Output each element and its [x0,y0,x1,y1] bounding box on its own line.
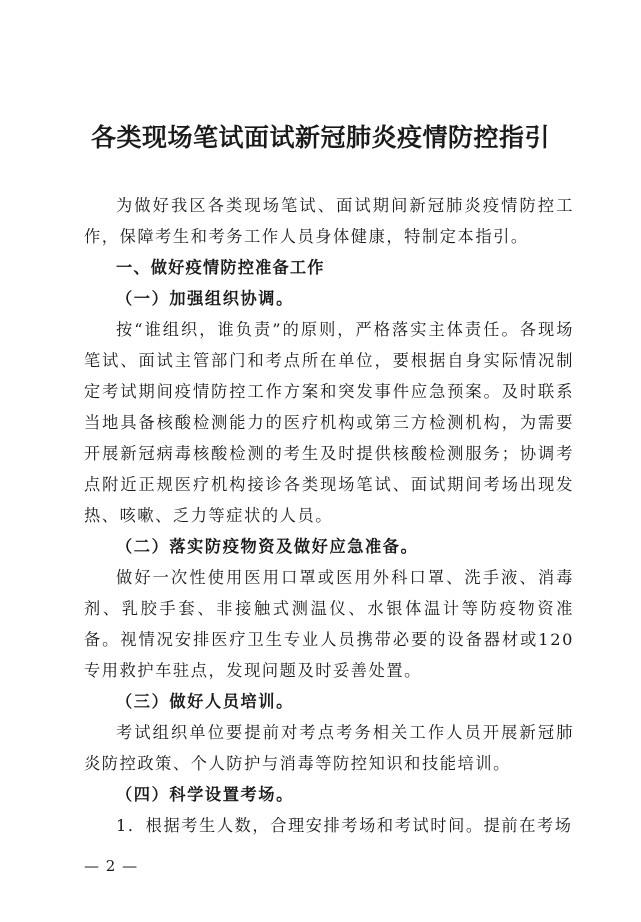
subsection-heading: （二）落实防疫物资及做好应急准备。 [116,537,419,556]
section-heading: 一、做好疫情防控准备工作 [116,258,325,277]
intro-paragraph: 为做好我区各类现场笔试、面试期间新冠肺炎疫情防控工作，保障考生和考务工作人员身体健康，特制定本指引。 [84,196,574,246]
body-paragraph: 做好一次性使用医用口罩或医用外科口罩、洗手液、消毒剂、乳胶手套、非接触式测温仪、水银体温计等防疫物资准备。视情况安排医疗卫生专业人员携带必要的设备器材或120专用救护车驻点，发现问题及时妥善处置。 [84,568,574,680]
subsection-heading: （一）加强组织协调。 [116,289,294,308]
body-paragraph: 按“谁组织，谁负责”的原则，严格落实主体责任。各现场笔试、面试主管部门和考点所在单位，要根据自身实际情况制定考试期间疫情防控工作方案和突发事件应急预案。及时联系当地具备核酸检测能力的医疗机构或第三方检测机构，为需要开展新冠病毒核酸检测的考生及时提供核酸检测服务；协调考点附近正规医疗机构接诊各类现场笔试、面试期间考场出现发热、咳嗽、乏力等症状的人员。 [84,320,574,525]
page-number: — 2 — [84,857,139,875]
body-paragraph: 考试组织单位要提前对考点考务相关工作人员开展新冠肺炎防控政策、个人防护与消毒等防控知识和技能培训。 [84,723,574,773]
document-body [84,190,574,841]
document-title: 各类现场笔试面试新冠肺炎疫情防控指引 [90,123,550,152]
subsection-heading: （四）科学设置考场。 [116,785,294,804]
subsection-heading: （三）做好人员培训。 [116,692,294,711]
body-paragraph: 1．根据考生人数，合理安排考场和考试时间。提前在考场 [116,816,573,835]
